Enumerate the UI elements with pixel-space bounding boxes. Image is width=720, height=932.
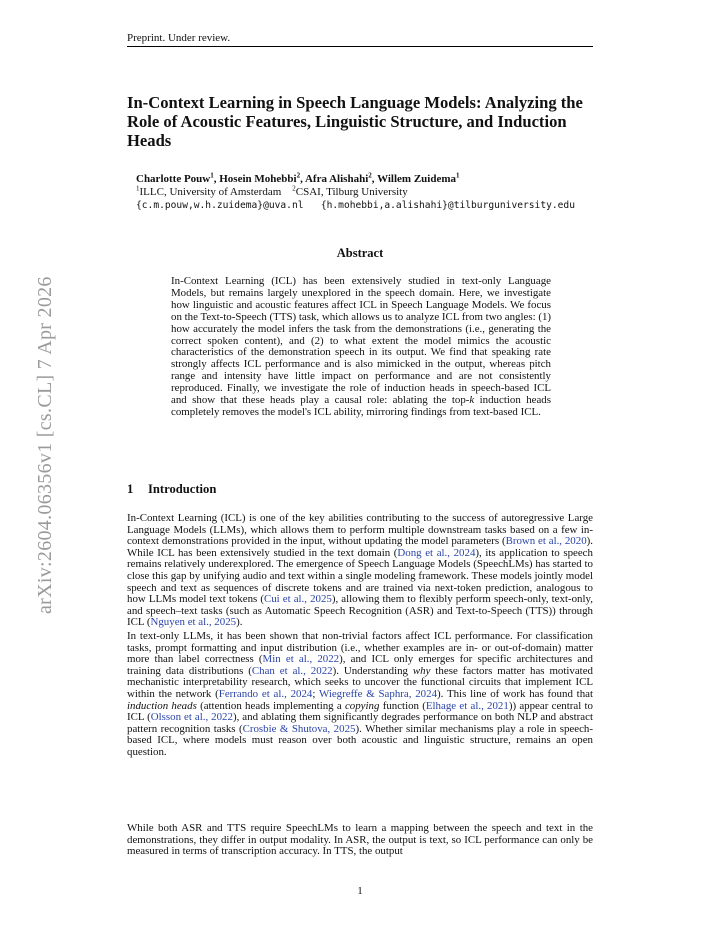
affiliation: $^1$ILLC, University of Amsterdam — [136, 184, 282, 198]
citation-link[interactable]: Nguyen et al., 2025 — [150, 616, 237, 629]
author: Charlotte Pouw$^1$ — [136, 171, 214, 185]
abstract-text: In-Context Learning (ICL) has been extensively studied in text-only Language Models, but remains largely unexplored in the speech domain. Here, we investigate how linguistic and acoustic features affect ICL in Speech Language Models. We focus on the Text-to-Speech (TTS) task, which allows us to analyze ICL from two angles: (1) how accurately the model infers the task from the demonstrations (i.e., generating the correct spoken content), and (2) to what extent the model mimics the acoustic characteristics of the demonstration speech in its output. We find that speaking rate strongly affects ICL performance and is also mimicked in the output, whereas pitch range and intensity have little impact on performance and are not consistently reproduced. Finally, we investigate the role of induction heads in speech-based ICL and show that these heads play a causal role: ablating the top-k induction heads completely removes the model's ICL ability, mirroring findings from text-based ICL. — [171, 275, 552, 418]
email[interactable]: {c.m.pouw,w.h.zuidema}@uva.nl — [136, 200, 304, 211]
citation-link[interactable]: Cui et al., 2025 — [263, 593, 332, 606]
affiliation: $^2$CSAI, Tilburg University — [292, 184, 408, 198]
section-title: Introduction — [148, 482, 217, 496]
author: Willem Zuidema$^1$ — [377, 171, 460, 185]
section-heading — [127, 482, 216, 497]
emphasis: why — [412, 664, 431, 677]
intro-paragraph-1: In-Context Learning (ICL) is one of the key abilities contributing to the success of autoregressive Large Language Models (LLMs), which allows them to perform multiple downstream tasks based on a few in-context demonstrations provided in the input, without updating the model parameters (Brown et al., 2020). While ICL has been extensively studied in the text domain (Dong et al., 2024), its application to speech remains relatively underexplored. The emergence of Speech Language Models (SpeechLMs) has started to close this gap by unifying audio and text within a single modeling framework. These models jointly model speech and text as sequences of discrete tokens and are trained via next-token prediction, analogous to how LLMs model text tokens (Cui et al., 2025), allowing them to flexibly perform speech-only, text-only, and speech–text tasks (such as Automatic Speech Recognition (ASR) and Text-to-Speech (TTS)) through ICL (Nguyen et al., 2025). — [127, 512, 593, 629]
citation-link[interactable]: Min et al., 2022 — [262, 653, 340, 666]
intro-paragraph-3: While both ASR and TTS require SpeechLMs to learn a mapping between the speech and text in the demonstrations, they differ in output modality. In ASR, the output is text, so ICL performance can only be measured in terms of transcription accuracy. In TTS, the output — [127, 822, 593, 858]
emphasis: induction heads — [127, 699, 197, 712]
header-rule — [127, 46, 593, 47]
citation-link[interactable]: Wiegreffe & Saphra, 2024 — [318, 687, 438, 700]
emphasis: copying — [344, 699, 380, 712]
citation-link[interactable]: Ferrando et al., 2024 — [218, 687, 313, 700]
paper-title: In-Context Learning in Speech Language Models: Analyzing the Role of Acoustic Features, Linguistic Structure, and Induction Heads — [127, 93, 583, 150]
author-list: Charlotte Pouw$^1$, Hosein Mohebbi$^2$, Afra Alishahi$^2$, Willem Zuidema$^1$ — [136, 171, 460, 185]
page-number: 1 — [357, 885, 363, 897]
affiliations — [136, 186, 408, 198]
email[interactable]: {h.mohebbi,a.alishahi}@tilburguniversity.edu — [320, 200, 575, 211]
citation-link[interactable]: Dong et al., 2024 — [397, 546, 476, 559]
intro-paragraph-2: In text-only LLMs, it has been shown that non-trivial factors affect ICL performance. For classification tasks, prompt formatting and input distribution (i.e., whether examples are in- or out-of-domain) matter more than label correctness (Min et al., 2022), and ICL only emerges for specific architectures and training data distributions (Chan et al., 2022). Understanding why these factors matter has motivated mechanistic interpretability research, which seeks to uncover the functional circuits that implement ICL within the network (Ferrando et al., 2024; Wiegreffe & Saphra, 2024). This line of work has found that induction heads (attention heads implementing a copying function (Elhage et al., 2021)) appear central to ICL (Olsson et al., 2022), and ablating them significantly degrades performance on both NLP and abstract pattern recognition tasks (Crosbie & Shutova, 2025). Whether similar mechanisms play a role in speech-based ICL, where models must reason over both acoustic and linguistic structure, remains an open question. — [127, 630, 593, 758]
citation-link[interactable]: Olsson et al., 2022 — [150, 711, 233, 724]
running-head: Preprint. Under review. — [127, 32, 231, 44]
author: Afra Alishahi$^2$ — [304, 171, 372, 185]
citation-link[interactable]: Chan et al., 2022 — [251, 664, 333, 677]
citation-link[interactable]: Brown et al., 2020 — [505, 535, 587, 548]
citation-link[interactable]: Crosbie & Shutova, 2025 — [242, 722, 356, 735]
abstract-heading: Abstract — [336, 246, 384, 260]
citation-link[interactable]: Elhage et al., 2021 — [425, 699, 509, 712]
section-number: 1 — [127, 482, 134, 496]
author: Hosein Mohebbi$^2$ — [219, 171, 301, 185]
arxiv-stamp: arXiv:2604.06356v1 [cs.CL] 7 Apr 2026 — [34, 276, 56, 614]
author-emails — [136, 200, 575, 211]
